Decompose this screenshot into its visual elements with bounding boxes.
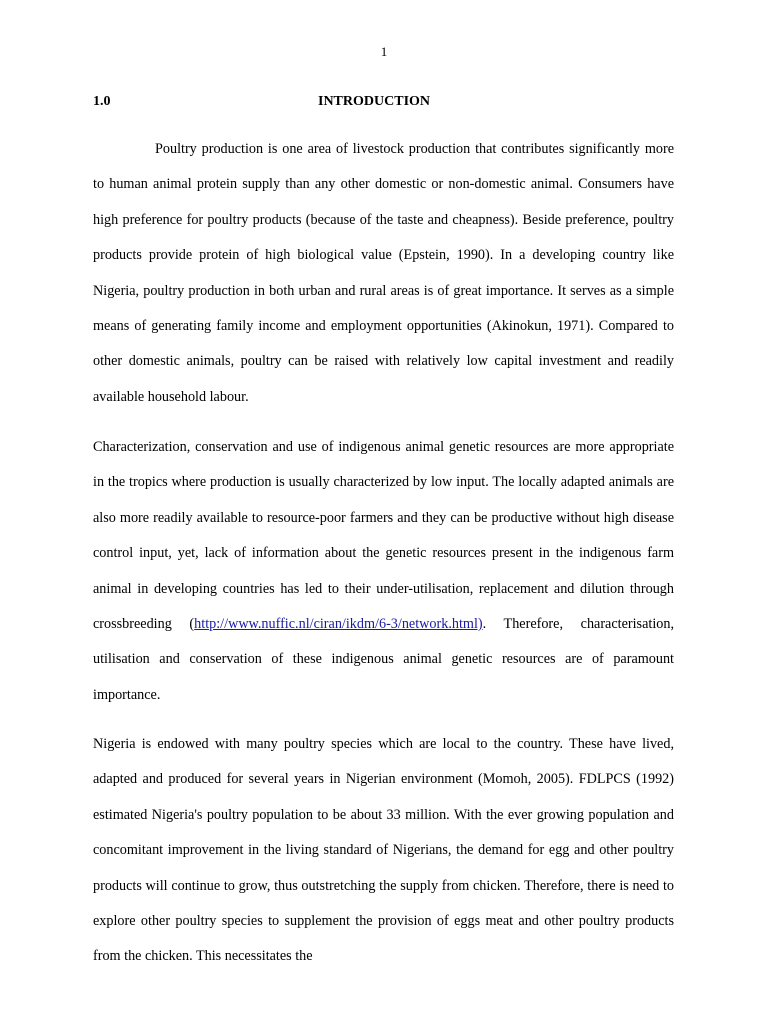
section-title: INTRODUCTION — [318, 94, 431, 109]
network-link[interactable]: http://www.nuffic.nl/ciran/ikdm/6-3/network.html) — [194, 616, 483, 633]
section-number: 1.0 — [93, 94, 111, 109]
paragraph-text: . Therefore, characterisation, utilisation and conservation of these indigenous animal genetic resources are of paramount importance. — [93, 616, 674, 703]
paragraph-genetic-resources — [93, 430, 674, 713]
page-number: 1 — [380, 44, 388, 59]
paragraph-text: Characterization, conservation and use of indigenous animal genetic resources are more appropriate in the tropics where production is usually characterized by low input. The locally adapted animals are also more readily available to resource-poor farmers and they can be productive without high disease control input, yet, lack of information about the genetic resources present in the indigenous farm animal in developing countries has led to their under-utilisation, replacement and dilution through crossbreeding ( — [93, 439, 674, 633]
paragraph-nigeria-poultry: Nigeria is endowed with many poultry species which are local to the country. These have lived, adapted and produced for several years in Nigerian environment (Momoh, 2005). FDLPCS (1992) estimated Nigeria's poultry population to be about 33 million. With the ever growing population and concomitant improvement in the living standard of Nigerians, the demand for egg and other poultry products will continue to grow, thus outstretching the supply from chicken. Therefore, there is need to explore other poultry species to supplement the provision of eggs meat and other poultry products from the chicken. This necessitates the — [93, 736, 674, 965]
paragraph-intro: Poultry production is one area of livestock production that contributes significantly more to human animal protein supply than any other domestic or non-domestic animal. Consumers have high preference for poultry products (because of the taste and cheapness). Beside preference, poultry products provide protein of high biological value (Epstein, 1990). In a developing country like Nigeria, poultry production in both urban and rural areas is of great importance. It serves as a simple means of generating family income and employment opportunities (Akinokun, 1971). Compared to other domestic animals, poultry can be raised with relatively low capital investment and readily available household labour. — [93, 141, 674, 405]
